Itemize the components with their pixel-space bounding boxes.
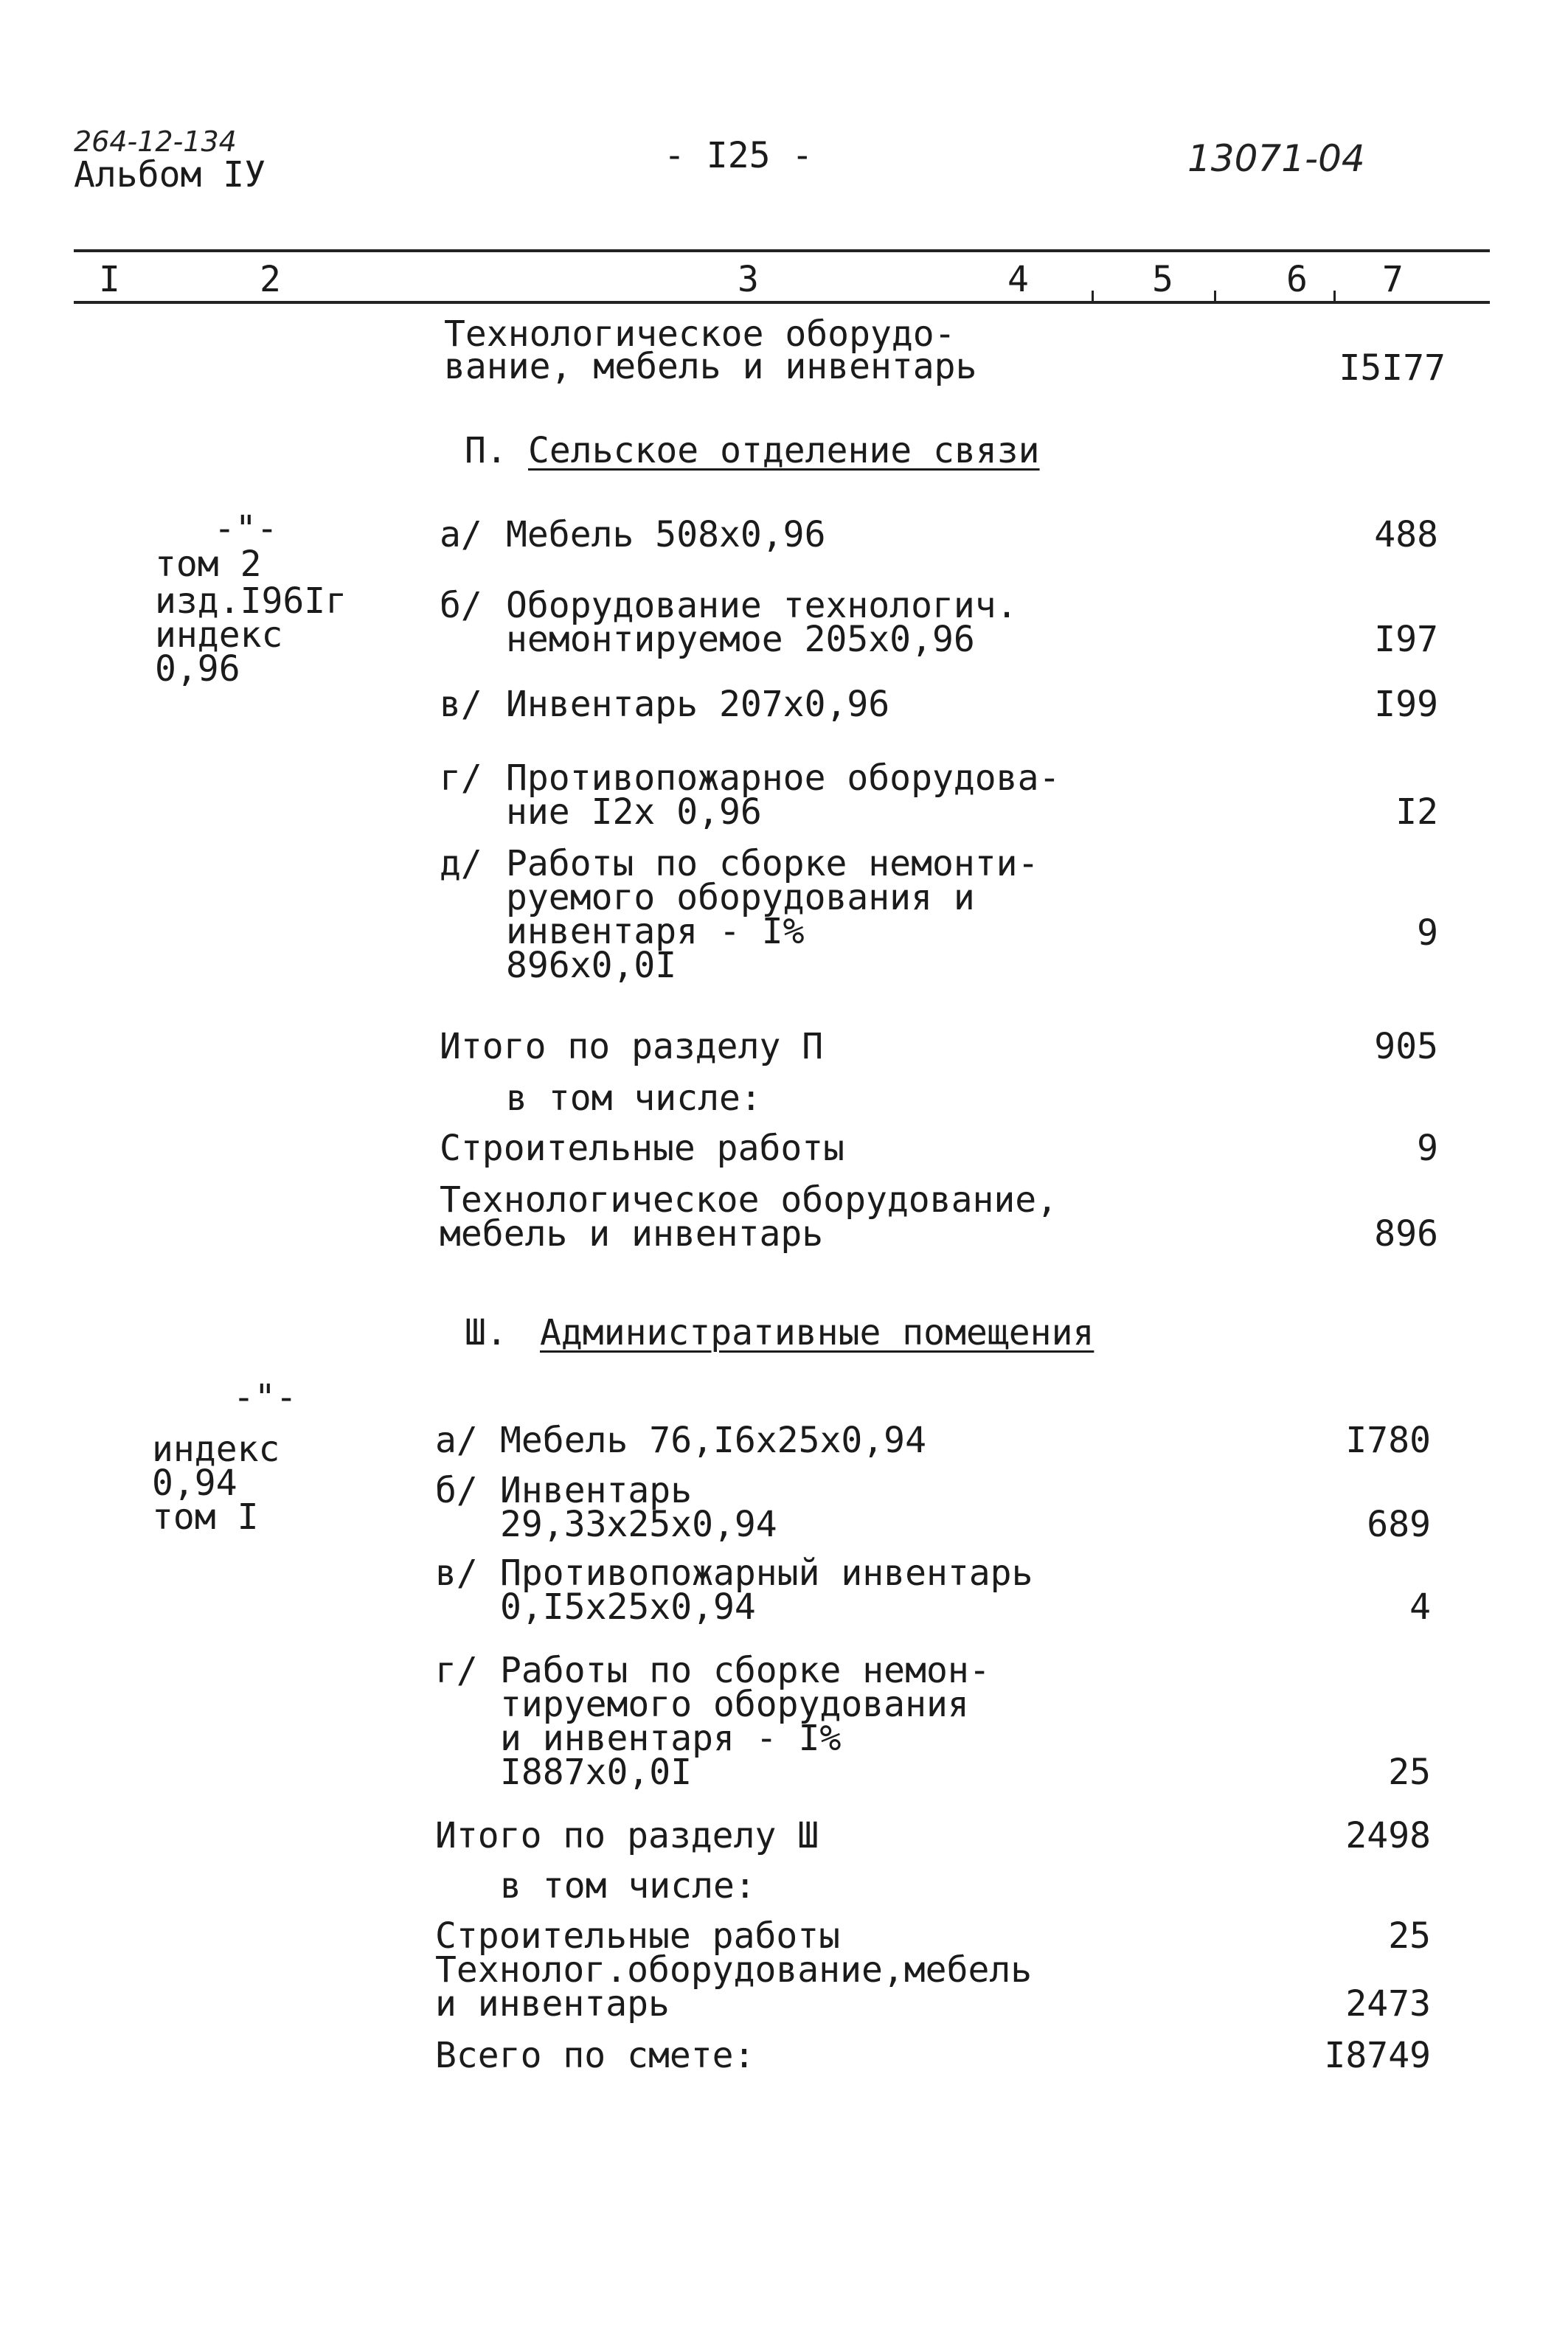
section-2-ref-index-value: 0,96	[155, 648, 240, 690]
section-2-ref-edition: изд.I96Iг	[155, 580, 347, 622]
section-2-equipment-line-1: Технологическое оборудование,	[440, 1179, 1058, 1221]
column-divider	[1214, 291, 1216, 302]
item-text-line: Мебель 508х0,96	[506, 514, 826, 555]
section-3-number: Ш.	[465, 1312, 507, 1353]
item-value: 25	[1388, 1752, 1431, 1793]
item-letter: д/	[440, 843, 482, 884]
column-header-6: 6	[1286, 259, 1308, 300]
section-2-ref-volume: том 2	[155, 544, 262, 585]
item-text-line: Противопожарное оборудова-	[506, 757, 1061, 799]
section-2-ditto-mark: -"-	[214, 508, 278, 549]
item-text-line: Инвентарь 207х0,96	[506, 684, 890, 725]
item-text-line: Мебель 76,I6х25х0,94	[500, 1420, 926, 1461]
item-letter: б/	[440, 585, 482, 626]
column-header-5: 5	[1152, 259, 1173, 300]
carryover-line-2: вание, мебель и инвентарь	[444, 346, 977, 387]
item-text-line: Работы по сборке немон-	[500, 1650, 991, 1691]
column-header-1: I	[99, 259, 120, 300]
section-2-total-value: 905	[1374, 1026, 1438, 1067]
doc-code: 264-12-134	[74, 125, 237, 158]
item-text-line: инвентаря - I%	[506, 911, 805, 952]
item-letter: в/	[440, 684, 482, 725]
item-value: 4	[1409, 1586, 1431, 1628]
item-text-line: 896х0,0I	[506, 945, 677, 986]
item-text-line: I887х0,0I	[500, 1752, 693, 1793]
section-2-title: Сельское отделение связи	[528, 430, 1040, 471]
column-header-4: 4	[1007, 259, 1029, 300]
section-3-equipment-line-1: Технолог.оборудование,мебель	[435, 1949, 1033, 1991]
section-3-construction-label: Строительные работы	[435, 1915, 841, 1957]
column-header-2: 2	[260, 259, 281, 300]
section-3-construction-value: 25	[1388, 1915, 1431, 1957]
header-top-rule	[74, 249, 1490, 252]
section-2-number: П.	[465, 430, 507, 471]
item-letter: б/	[435, 1470, 478, 1511]
header-bottom-rule	[74, 301, 1490, 304]
grand-total-value: I8749	[1324, 2035, 1431, 2076]
section-2-equipment-line-2: мебель и инвентарь	[440, 1213, 824, 1255]
album-label: Альбом IУ	[74, 154, 266, 195]
item-letter: г/	[435, 1650, 478, 1691]
section-3-total-label: Итого по разделу Ш	[435, 1815, 819, 1856]
section-3-ditto-mark: -"-	[233, 1377, 297, 1418]
item-letter: а/	[435, 1420, 478, 1461]
page-number: - I25 -	[664, 135, 814, 176]
item-text-line: тируемого оборудования	[500, 1684, 969, 1725]
section-2-construction-label: Строительные работы	[440, 1128, 845, 1169]
section-3-ref-volume: том I	[152, 1496, 259, 1538]
item-text-line: 29,33х25х0,94	[500, 1504, 777, 1545]
section-3-total-value: 2498	[1345, 1815, 1431, 1856]
section-3-including-label: в том числе:	[500, 1865, 756, 1907]
item-letter: в/	[435, 1553, 478, 1594]
section-2-construction-value: 9	[1417, 1128, 1438, 1169]
item-text-line: немонтируемое 205х0,96	[506, 619, 975, 660]
item-text-line: 0,I5х25х0,94	[500, 1586, 756, 1628]
section-2-total-label: Итого по разделу П	[440, 1026, 824, 1067]
item-value: 488	[1374, 514, 1438, 555]
section-3-title: Административные помещения	[540, 1312, 1095, 1353]
section-3-ref-index-value: 0,94	[152, 1463, 237, 1504]
section-2-ref-index-label: индекс	[155, 614, 283, 656]
carryover-line-1: Технологическое оборудо-	[444, 313, 956, 355]
section-3-ref-index-label: индекс	[152, 1429, 280, 1470]
item-text-line: Противопожарный инвентарь	[500, 1553, 1033, 1594]
item-text-line: Работы по сборке немонти-	[506, 843, 1039, 884]
column-divider	[1092, 291, 1094, 302]
item-text-line: руемого оборудования и	[506, 877, 975, 918]
item-value: 689	[1367, 1504, 1431, 1545]
item-value: I780	[1345, 1420, 1431, 1461]
section-2-including-label: в том числе:	[506, 1078, 762, 1119]
section-2-equipment-value: 896	[1374, 1213, 1438, 1255]
document-number: 13071-04	[1187, 137, 1365, 180]
item-value: I97	[1374, 619, 1438, 660]
item-text-line: и инвентаря - I%	[500, 1718, 842, 1759]
item-text-line: ние I2х 0,96	[506, 791, 762, 833]
item-value: I2	[1395, 791, 1438, 833]
item-value: 9	[1417, 912, 1438, 954]
item-text-line: Инвентарь	[500, 1470, 693, 1511]
column-divider	[1333, 291, 1336, 302]
grand-total-label: Всего по смете:	[435, 2035, 755, 2076]
item-letter: г/	[440, 757, 482, 799]
item-text-line: Оборудование технологич.	[506, 585, 1018, 626]
column-header-7: 7	[1382, 259, 1404, 300]
item-value: I99	[1374, 684, 1438, 725]
section-3-equipment-value: 2473	[1345, 1983, 1431, 2025]
item-letter: а/	[440, 514, 482, 555]
section-3-equipment-line-2: и инвентарь	[435, 1983, 670, 2025]
carryover-value: I5I77	[1339, 347, 1446, 389]
column-header-3: 3	[738, 259, 759, 300]
